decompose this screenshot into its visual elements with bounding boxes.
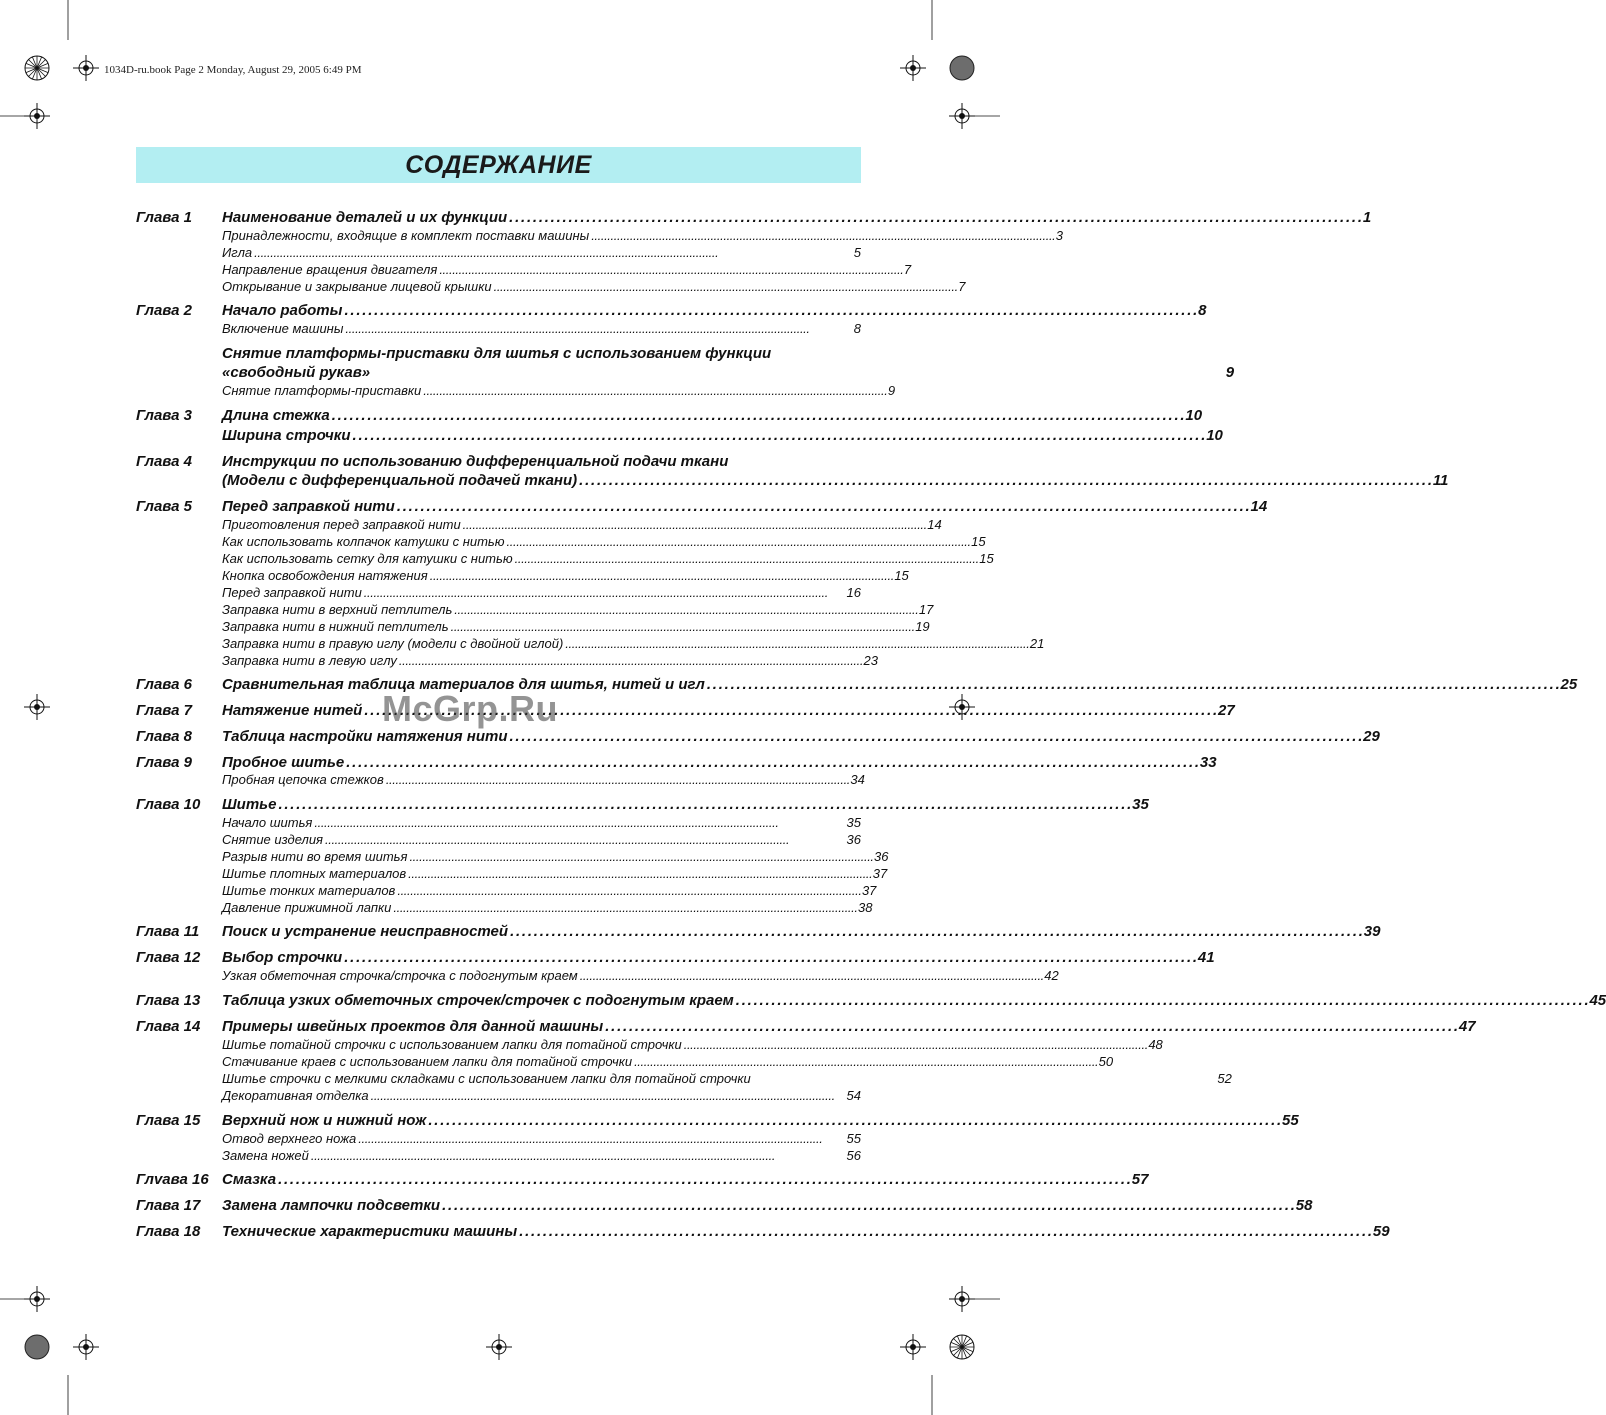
toc-entry — [136, 450, 861, 470]
toc-title: Смазка — [222, 1171, 277, 1188]
toc-leader-dots — [463, 517, 926, 532]
toc-page-number: 8 — [853, 321, 861, 336]
toc-page-number: 5 — [853, 245, 861, 260]
toc-leader-dots — [439, 262, 902, 277]
toc-subentry — [136, 566, 909, 583]
toc-leader-dots — [634, 1054, 1097, 1069]
toc-leader-dots — [371, 1088, 845, 1103]
toc-page-number: 23 — [863, 653, 878, 668]
toc-leader-dots — [346, 754, 1198, 771]
toc-leader-dots — [386, 772, 849, 787]
toc-entry — [136, 424, 1223, 444]
toc-title: Таблица настройки натяжения нити — [222, 728, 508, 745]
toc-title: Замена ножей — [222, 1148, 309, 1163]
toc-title: Шитье тонких материалов — [222, 883, 396, 898]
toc-page-number: 15 — [971, 534, 986, 549]
toc-entry — [136, 1109, 1299, 1129]
toc-page-number: 37 — [861, 883, 877, 898]
toc-entry — [136, 469, 1449, 489]
toc-leader-dots — [605, 1018, 1457, 1035]
toc-entry — [136, 1220, 1390, 1240]
toc-leader-dots — [579, 472, 1431, 489]
toc-chapter-label: Глава 9 — [136, 754, 193, 771]
toc-subentry — [136, 1035, 1163, 1052]
toc-subentry — [136, 260, 912, 277]
toc-leader-dots — [344, 949, 1196, 966]
toc-page-number: 59 — [1372, 1223, 1390, 1240]
toc-chapter-label: Глава 5 — [136, 498, 193, 515]
toc-leader-dots — [364, 585, 845, 600]
toc-leader-dots — [515, 551, 978, 566]
toc-leader-dots — [510, 728, 1362, 745]
toc-title: Пробная цепочка стежков — [222, 772, 384, 787]
toc-chapter-label: Глава 17 — [136, 1197, 201, 1214]
toc-page-number: 50 — [1098, 1054, 1114, 1069]
toc-title: Сравнительная таблица материалов для шитья, нитей и игл — [222, 676, 705, 693]
toc-leader-dots — [451, 619, 914, 634]
toc-leader-dots — [580, 968, 1043, 983]
toc-entry — [136, 946, 1215, 966]
toc-leader-dots — [409, 849, 872, 864]
toc-page-number: 15 — [894, 568, 909, 583]
toc-title: Принадлежности, входящие в комплект поставки машины — [222, 228, 590, 243]
toc-chapter-label: Глvава 16 — [136, 1171, 209, 1188]
toc-page-number: 9 — [1225, 364, 1235, 381]
toc-page-number: 52 — [1217, 1071, 1232, 1086]
toc-page-number: 56 — [846, 1148, 861, 1163]
toc-title: Натяжение нитей — [222, 702, 363, 719]
toc-chapter-label: Глава 3 — [136, 407, 193, 424]
toc-subentry — [136, 515, 942, 532]
toc-page-number: 15 — [979, 551, 994, 566]
toc-title: Перед заправкой нити — [222, 498, 395, 515]
toc-page-number: 27 — [1218, 702, 1235, 719]
toc-title: Инструкции по использованию дифференциальной подачи ткани — [222, 453, 729, 470]
page-title: СОДЕРЖАНИЕ — [136, 147, 861, 183]
toc-page-number: 58 — [1295, 1197, 1313, 1214]
toc-subentry — [136, 966, 1059, 983]
toc-page-number: 41 — [1197, 949, 1215, 966]
toc-page-number: 33 — [1199, 754, 1217, 771]
toc-leader-dots — [494, 279, 957, 294]
watermark: McGrp.Ru — [382, 688, 559, 729]
toc-page-number: 8 — [1198, 302, 1207, 319]
toc-title: Шитье плотных материалов — [222, 866, 407, 881]
toc-page-number: 55 — [846, 1131, 861, 1146]
toc-title: Декоративная отделка — [222, 1088, 369, 1103]
toc-title: Наименование деталей и их функции — [222, 209, 508, 226]
toc-page-number: 19 — [915, 619, 930, 634]
toc-page-number: 57 — [1131, 1171, 1149, 1188]
toc-page-number: 39 — [1363, 923, 1381, 940]
toc-title: (Модели с дифференциальной подачей ткани) — [222, 472, 578, 489]
toc-title: Давление прижимной лапки — [222, 900, 392, 915]
toc-subentry — [136, 600, 934, 617]
toc-title: Узкая обметочная строчка/строчка с подогнутым краем — [222, 968, 578, 983]
toc-title: Заправка нити в верхний петлитель — [222, 602, 453, 617]
toc-chapter-label: Глава 15 — [136, 1112, 201, 1129]
toc-chapter-label: Глава 8 — [136, 728, 193, 745]
toc-subentry — [136, 813, 861, 830]
toc-entry — [136, 404, 1203, 424]
toc-leader-dots — [397, 883, 860, 898]
toc-subentry — [136, 243, 861, 260]
toc-subentry — [136, 830, 861, 847]
toc-title: Заправка нити в правую иглу (модели с двойной иглой) — [222, 636, 564, 651]
toc-page-number: 9 — [887, 383, 896, 398]
toc-leader-dots — [507, 534, 970, 549]
toc-leader-dots — [736, 992, 1588, 1009]
toc-subentry — [136, 1086, 861, 1103]
toc-page-number: 34 — [850, 772, 865, 787]
toc-leader-dots — [345, 321, 851, 336]
toc-title: Таблица узких обметочных строчек/строчек с подогнутым краем — [222, 992, 734, 1009]
toc-title: Длина стежка — [222, 407, 330, 424]
toc-page-number: 1 — [1362, 209, 1372, 226]
toc-leader-dots — [430, 568, 893, 583]
toc-page-number: 54 — [846, 1088, 861, 1103]
toc-title: Начало работы — [222, 302, 343, 319]
toc-entry — [136, 1015, 1476, 1035]
toc-title: Стачивание краев с использованием лапки для потайной строчки — [222, 1054, 633, 1069]
toc-title: Разрыв нити во время шитья — [222, 849, 408, 864]
toc-title: Игла — [222, 245, 253, 260]
toc-title: Шитье потайной строчки с использованием лапки для потайной строчки — [222, 1037, 682, 1052]
toc-leader-dots — [707, 676, 1559, 693]
toc-page-number: 35 — [846, 815, 861, 830]
toc-page-number: 21 — [1029, 636, 1045, 651]
toc-page-number: 17 — [918, 602, 934, 617]
toc-leader-dots — [428, 1112, 1280, 1129]
toc-leader-dots — [254, 245, 852, 260]
toc-title: Шитье строчки с мелкими складками с использованием лапки для потайной строчки — [222, 1071, 751, 1086]
toc-page-number: 48 — [1148, 1037, 1163, 1052]
toc-title: Пробное шитье — [222, 754, 345, 771]
toc-entry — [136, 793, 1149, 813]
toc-leader-dots — [684, 1037, 1147, 1052]
toc-leader-dots — [565, 636, 1028, 651]
toc-leader-dots — [454, 602, 917, 617]
toc-chapter-label: Глава 12 — [136, 949, 201, 966]
toc-leader-dots — [399, 653, 862, 668]
toc-subentry — [136, 381, 896, 398]
toc-subentry — [136, 1146, 861, 1163]
toc-subentry — [136, 898, 873, 915]
toc-chapter-label: Глава 14 — [136, 1018, 201, 1035]
toc-leader-dots — [393, 900, 856, 915]
toc-leader-dots — [519, 1223, 1371, 1240]
toc-subentry — [136, 549, 994, 566]
toc-entry — [136, 1168, 1149, 1188]
toc-title: Шитье — [222, 796, 277, 813]
toc-page-number: 55 — [1282, 1112, 1299, 1129]
toc-subentry — [136, 226, 1064, 243]
toc-leader-dots — [442, 1197, 1294, 1214]
toc-title: Снятие изделия — [222, 832, 324, 847]
toc-chapter-label: Глава 1 — [136, 209, 193, 226]
toc-chapter-label: Глава 11 — [136, 923, 200, 940]
toc-entry — [136, 1194, 1313, 1214]
toc-leader-dots — [509, 209, 1361, 226]
toc-chapter-label: Глава 10 — [136, 796, 201, 813]
toc-page-number: 11 — [1432, 472, 1449, 489]
toc-page-number: 38 — [857, 900, 873, 915]
toc-title: Примеры швейных проектов для данной машины — [222, 1018, 604, 1035]
toc-leader-dots — [397, 498, 1249, 515]
toc-subentry — [136, 847, 889, 864]
toc-page-number: 47 — [1458, 1018, 1476, 1035]
toc-subentry — [136, 1052, 1114, 1069]
toc-leader-dots — [332, 407, 1184, 424]
toc-title: Снятие платформы-приставки для шитья с использованием функции — [222, 345, 772, 362]
toc-title: Верхний нож и нижний нож — [222, 1112, 427, 1129]
toc-subentry — [136, 532, 986, 549]
toc-chapter-label: Глава 2 — [136, 302, 193, 319]
toc-entry — [136, 920, 1381, 940]
toc-subentry — [136, 770, 865, 787]
toc-subentry — [136, 319, 861, 336]
toc-title: Ширина строчки — [222, 427, 351, 444]
toc-page-number: 36 — [874, 849, 889, 864]
toc-leader-dots — [510, 923, 1362, 940]
toc-entry — [136, 299, 1207, 319]
toc-title: Кнопка освобождения натяжения — [222, 568, 428, 583]
toc-subentry — [136, 583, 861, 600]
toc-page-number: 3 — [1055, 228, 1064, 243]
toc-leader-dots — [591, 228, 1054, 243]
toc-subentry — [136, 881, 877, 898]
toc-subentry — [136, 617, 930, 634]
toc-title: Приготовления перед заправкой нити — [222, 517, 461, 532]
toc-entry — [136, 342, 861, 362]
toc-page-number: 45 — [1589, 992, 1606, 1009]
toc-leader-dots — [311, 1148, 845, 1163]
toc-leader-dots — [278, 1171, 1130, 1188]
toc-page-number: 42 — [1044, 968, 1059, 983]
toc-leader-dots — [325, 832, 845, 847]
toc-title: Заправка нити в нижний петлитель — [222, 619, 449, 634]
toc-entry — [136, 989, 1606, 1009]
toc-chapter-label: Глава 7 — [136, 702, 193, 719]
toc-title: Отвод верхнего ножа — [222, 1131, 357, 1146]
toc-page-number: 10 — [1206, 427, 1223, 444]
toc-entry — [136, 206, 1372, 226]
toc-leader-dots — [408, 866, 871, 881]
toc-subentry — [136, 277, 966, 294]
toc-title: Снятие платформы-приставки — [222, 383, 422, 398]
toc-title: Как использовать сетку для катушки с нитью — [222, 551, 513, 566]
toc-entry — [136, 751, 1217, 771]
toc-entry — [136, 361, 1235, 381]
toc-subentry — [136, 1069, 1232, 1086]
toc-subentry — [136, 1129, 861, 1146]
toc-leader-dots — [314, 815, 844, 830]
toc-subentry — [136, 651, 878, 668]
toc-chapter-label: Глава 18 — [136, 1223, 201, 1240]
toc-leader-dots — [353, 427, 1205, 444]
toc-subentry — [136, 634, 1045, 651]
toc-leader-dots — [423, 383, 886, 398]
toc-title: Направление вращения двигателя — [222, 262, 438, 277]
toc-page-number: 14 — [1250, 498, 1268, 515]
toc-page-number: 16 — [846, 585, 861, 600]
toc-title: «свободный рукав» — [222, 364, 371, 381]
toc-page-number: 25 — [1560, 676, 1578, 693]
toc-title: Как использовать колпачок катушки с нитью — [222, 534, 505, 549]
toc-title: Открывание и закрывание лицевой крышки — [222, 279, 492, 294]
toc-title: Включение машины — [222, 321, 344, 336]
toc-page-number: 35 — [1132, 796, 1149, 813]
toc-entry — [136, 495, 1268, 515]
toc-page-number: 37 — [872, 866, 888, 881]
toc-page-number: 7 — [903, 262, 912, 277]
toc-title: Начало шитья — [222, 815, 313, 830]
toc-subentry — [136, 864, 888, 881]
toc-chapter-label: Глава 13 — [136, 992, 201, 1009]
toc-chapter-label: Глава 6 — [136, 676, 193, 693]
toc-title: Заправка нити в левую иглу — [222, 653, 397, 668]
toc-leader-dots — [344, 302, 1196, 319]
toc-leader-dots — [358, 1131, 844, 1146]
toc-page-number: 29 — [1363, 728, 1380, 745]
print-header: 1034D-ru.book Page 2 Monday, August 29, 2005 6:49 PM — [104, 64, 362, 76]
toc-chapter-label: Глава 4 — [136, 453, 193, 470]
toc-title: Выбор строчки — [222, 949, 343, 966]
toc-page-number: 10 — [1185, 407, 1203, 424]
toc-title: Технические характеристики машины — [222, 1223, 518, 1240]
toc-page-number: 7 — [958, 279, 966, 294]
toc-leader-dots — [278, 796, 1130, 813]
toc-page-number: 36 — [846, 832, 861, 847]
toc-page-number: 14 — [927, 517, 942, 532]
toc-title: Замена лампочки подсветки — [222, 1197, 441, 1214]
toc-title: Поиск и устранение неисправностей — [222, 923, 509, 940]
toc-title: Перед заправкой нити — [222, 585, 362, 600]
